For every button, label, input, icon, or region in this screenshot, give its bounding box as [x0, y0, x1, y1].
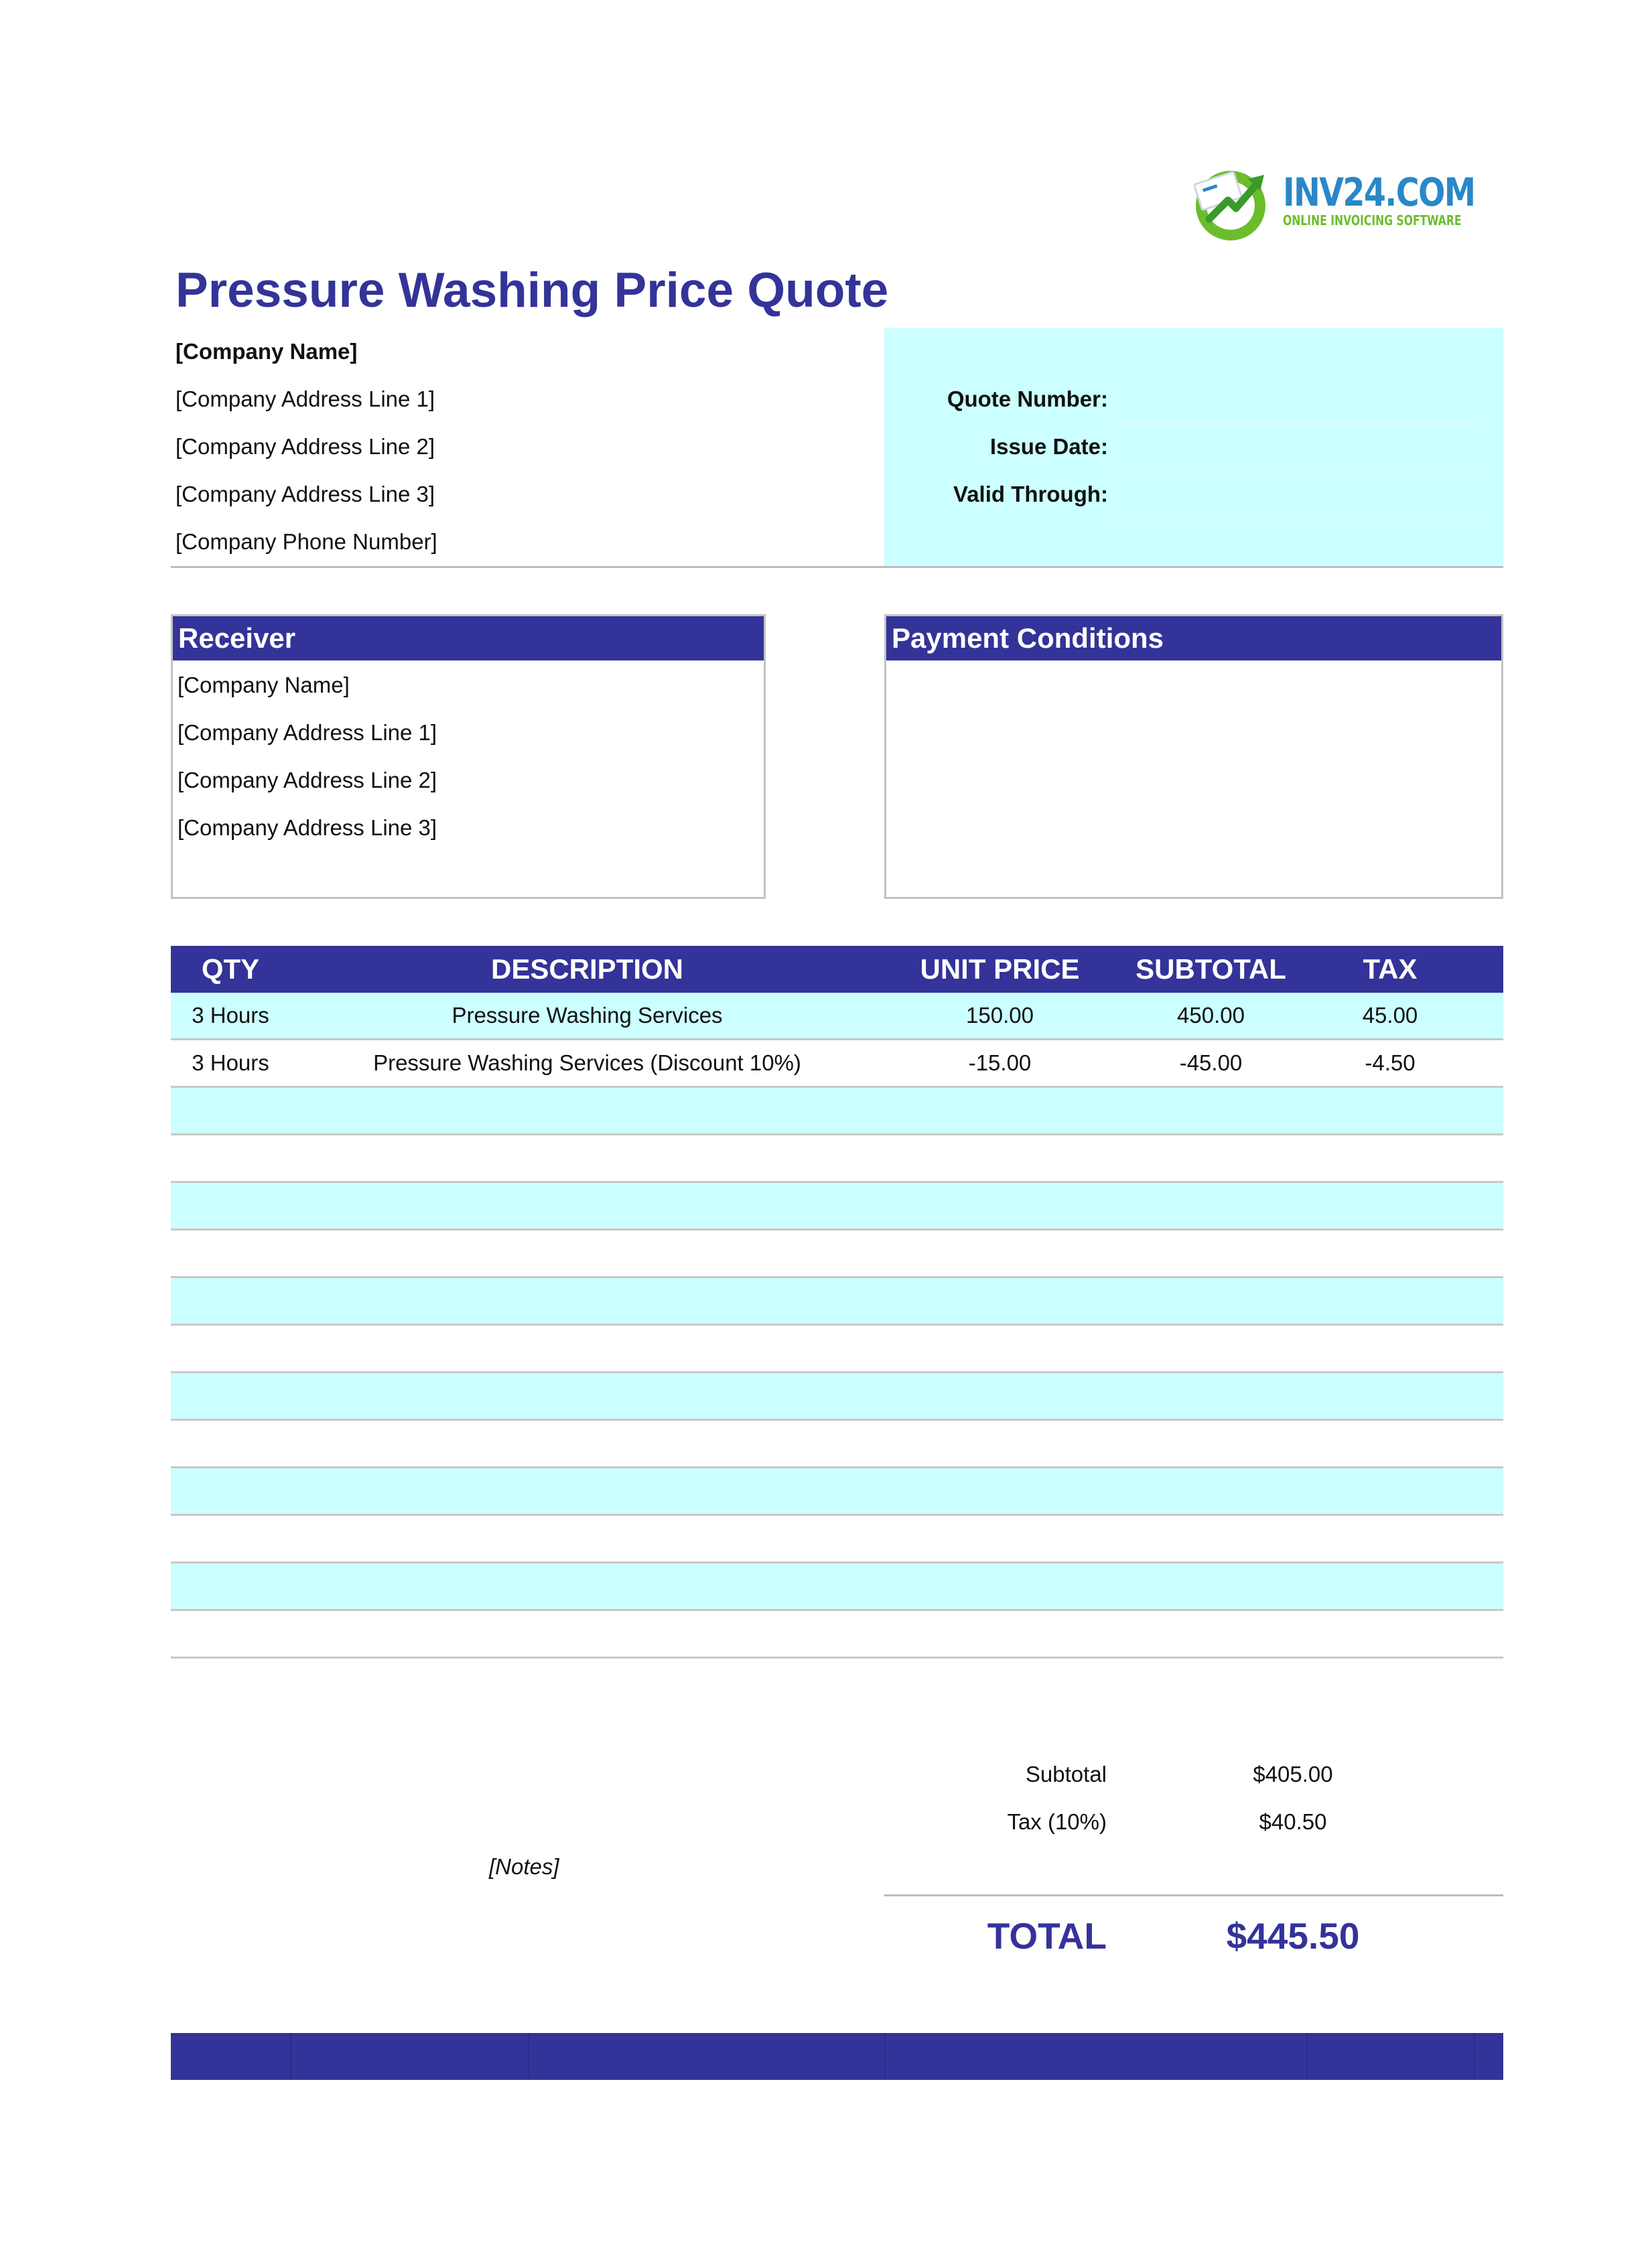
qty-cell [171, 1516, 290, 1561]
table-row[interactable] [171, 1231, 1503, 1278]
subtotal-cell [1115, 1373, 1306, 1419]
invoice-arrow-logo-icon [1189, 157, 1276, 244]
payment-conditions-box [884, 614, 1503, 899]
table-row[interactable] [171, 1088, 1503, 1135]
qty-cell [171, 1135, 290, 1181]
footer-divider [884, 2033, 886, 2080]
subtotal-cell [1115, 1611, 1306, 1657]
subtotal-cell [1115, 1088, 1306, 1133]
unit-price-cell [884, 1421, 1115, 1466]
logo-name: INV24.COM [1283, 169, 1475, 215]
tax-cell [1306, 1516, 1474, 1561]
subtotal-cell [1115, 1135, 1306, 1181]
table-row[interactable] [171, 1278, 1503, 1326]
description-cell [290, 1088, 884, 1133]
quote-number-underline [1113, 423, 1475, 425]
qty-cell [171, 1183, 290, 1229]
unit-price-cell [884, 1183, 1115, 1229]
receiver-company-name: [Company Name] [178, 673, 350, 697]
qty-cell [171, 1088, 290, 1133]
tax-value: $40.50 [1259, 1809, 1327, 1834]
column-header-unit-price: UNIT PRICE [920, 953, 1080, 985]
unit-price-cell [884, 1278, 1115, 1324]
logo-tagline: ONLINE INVOICING SOFTWARE [1283, 212, 1462, 228]
total-label: TOTAL [987, 1915, 1107, 1957]
tax-cell [1306, 1088, 1474, 1133]
issue-date-underline [1113, 471, 1475, 472]
table-row[interactable] [171, 1516, 1503, 1563]
receiver-address-line-2: [Company Address Line 2] [178, 768, 437, 792]
tax-cell [1306, 1326, 1474, 1371]
qty-cell [171, 1373, 290, 1419]
page-title: Pressure Washing Price Quote [176, 263, 889, 318]
unit-price-cell [884, 1611, 1115, 1657]
qty-cell [171, 1468, 290, 1514]
tax-cell [1306, 1563, 1474, 1609]
tax-cell [1306, 1421, 1474, 1466]
tax-cell [1306, 1183, 1474, 1229]
qty-cell [171, 1421, 290, 1466]
table-row[interactable] [171, 1421, 1503, 1468]
unit-price-cell [884, 1373, 1115, 1419]
subtotal-cell: 450.00 [1177, 1003, 1245, 1028]
unit-price-cell: -15.00 [968, 1050, 1032, 1075]
table-row[interactable] [171, 1563, 1503, 1611]
sender-phone-number: [Company Phone Number] [176, 529, 437, 554]
subtotal-cell [1115, 1563, 1306, 1609]
items-table-header [171, 946, 1503, 993]
valid-through-label: Valid Through: [953, 482, 1108, 506]
column-header-qty: QTY [201, 953, 260, 985]
subtotal-cell [1115, 1421, 1306, 1466]
tax-cell [1306, 1278, 1474, 1324]
table-row[interactable] [171, 993, 1503, 1040]
quote-number-label: Quote Number: [947, 387, 1108, 411]
tax-cell: -4.50 [1365, 1050, 1416, 1075]
issue-date-label: Issue Date: [989, 434, 1108, 459]
description-cell: Pressure Washing Services [452, 1003, 723, 1028]
description-cell [290, 1278, 884, 1324]
description-cell [290, 1611, 884, 1657]
total-value: $445.50 [1226, 1915, 1360, 1957]
description-cell [290, 1183, 884, 1229]
footer-divider [528, 2033, 529, 2080]
description-cell [290, 1516, 884, 1561]
qty-cell [171, 1231, 290, 1276]
payment-conditions-heading: Payment Conditions [886, 616, 1501, 660]
qty-cell [171, 1563, 290, 1609]
description-cell [290, 1326, 884, 1371]
table-row[interactable] [171, 1135, 1503, 1183]
subtotal-value: $405.00 [1253, 1762, 1333, 1786]
subtotal-label: Subtotal [1025, 1762, 1107, 1786]
footer-bar [171, 2033, 1503, 2080]
column-header-tax: TAX [1363, 953, 1418, 985]
sender-address-line-2: [Company Address Line 2] [176, 434, 435, 459]
description-cell: Pressure Washing Services (Discount 10%) [373, 1050, 801, 1075]
subtotal-cell [1115, 1326, 1306, 1371]
table-row[interactable] [171, 1326, 1503, 1373]
sender-company-name: [Company Name] [176, 339, 358, 364]
notes-field[interactable]: [Notes] [489, 1854, 559, 1879]
unit-price-cell [884, 1231, 1115, 1276]
receiver-address-line-1: [Company Address Line 1] [178, 720, 437, 745]
qty-cell [171, 1611, 290, 1657]
sender-address-line-1: [Company Address Line 1] [176, 387, 435, 411]
column-header-description: DESCRIPTION [490, 953, 684, 985]
subtotal-cell [1115, 1231, 1306, 1276]
tax-cell [1306, 1231, 1474, 1276]
description-cell [290, 1468, 884, 1514]
subtotal-cell [1115, 1516, 1306, 1561]
footer-divider [1474, 2033, 1475, 2080]
description-cell [290, 1373, 884, 1419]
qty-cell [171, 1326, 290, 1371]
tax-cell [1306, 1373, 1474, 1419]
unit-price-cell [884, 1088, 1115, 1133]
header-divider [171, 566, 1503, 568]
unit-price-cell [884, 1135, 1115, 1181]
subtotal-cell [1115, 1183, 1306, 1229]
table-row[interactable] [171, 1183, 1503, 1231]
qty-cell: 3 Hours [192, 1050, 269, 1075]
table-row[interactable] [171, 1468, 1503, 1516]
tax-label: Tax (10%) [1007, 1809, 1107, 1834]
company-logo [1189, 157, 1475, 244]
valid-through-underline [1113, 518, 1475, 520]
unit-price-cell [884, 1326, 1115, 1371]
receiver-box [171, 614, 766, 899]
unit-price-cell [884, 1516, 1115, 1561]
table-row[interactable] [171, 1040, 1503, 1088]
totals-divider [884, 1894, 1503, 1896]
footer-divider [290, 2033, 291, 2080]
tax-cell: 45.00 [1362, 1003, 1418, 1028]
unit-price-cell [884, 1563, 1115, 1609]
tax-cell [1306, 1611, 1474, 1657]
table-row[interactable] [171, 1373, 1503, 1421]
tax-cell [1306, 1135, 1474, 1181]
receiver-address-line-3: [Company Address Line 3] [178, 815, 437, 840]
subtotal-cell [1115, 1468, 1306, 1514]
subtotal-cell [1115, 1278, 1306, 1324]
footer-divider [1306, 2033, 1308, 2080]
qty-cell [171, 1278, 290, 1324]
column-header-subtotal: SUBTOTAL [1135, 953, 1286, 985]
receiver-heading: Receiver [173, 616, 764, 660]
description-cell [290, 1421, 884, 1466]
description-cell [290, 1563, 884, 1609]
unit-price-cell [884, 1468, 1115, 1514]
qty-cell: 3 Hours [192, 1003, 269, 1028]
subtotal-cell: -45.00 [1179, 1050, 1243, 1075]
description-cell [290, 1231, 884, 1276]
unit-price-cell: 150.00 [966, 1003, 1034, 1028]
table-row[interactable] [171, 1611, 1503, 1659]
sender-address-line-3: [Company Address Line 3] [176, 482, 435, 506]
description-cell [290, 1135, 884, 1181]
tax-cell [1306, 1468, 1474, 1514]
